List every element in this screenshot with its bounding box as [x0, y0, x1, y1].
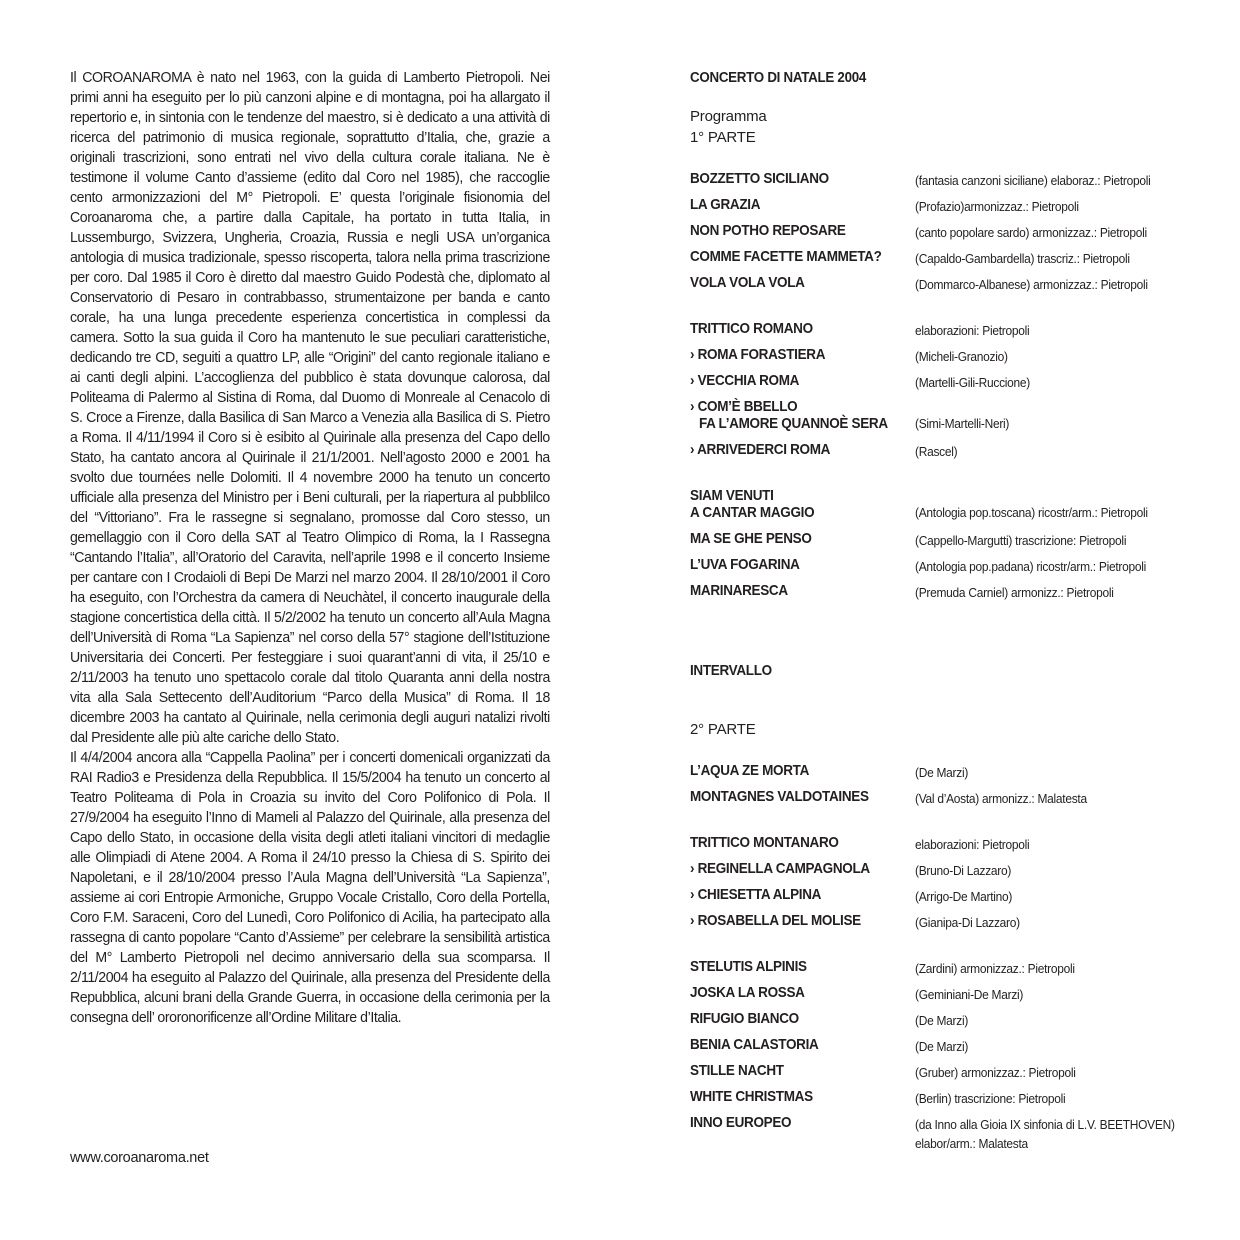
song-title: VOLA VOLA VOLA: [690, 274, 805, 291]
song-title: L’UVA FOGARINA: [690, 556, 800, 573]
song-credit: (fantasia canzoni siciliane) elaboraz.: Pietropoli: [915, 173, 1151, 188]
song-title: MA SE GHE PENSO: [690, 530, 812, 547]
intermission-label: INTERVALLO: [690, 662, 772, 679]
song-title: INNO EUROPEO: [690, 1114, 792, 1131]
song-credit: (Antologia pop.toscana) ricostr/arm.: Pietropoli: [915, 505, 1148, 520]
song-title-line-1: › COM’È BBELLO: [690, 398, 798, 415]
song-credit: (Dommarco-Albanese) armonizzaz.: Pietropoli: [915, 277, 1148, 292]
song-title: STILLE NACHT: [690, 1062, 784, 1079]
song-credit-line-2: elabor/arm.: Malatesta: [915, 1136, 1028, 1151]
song-credit: (Simi-Martelli-Neri): [915, 416, 1010, 431]
website-url[interactable]: www.coroanaroma.net: [70, 1150, 209, 1166]
song-title: › VECCHIA ROMA: [690, 372, 800, 389]
song-title: MONTAGNES VALDOTAINES: [690, 788, 869, 805]
song-title: L’AQUA ZE MORTA: [690, 762, 810, 779]
song-credit: (canto popolare sardo) armonizzaz.: Pietropoli: [915, 225, 1147, 240]
song-title: WHITE CHRISTMAS: [690, 1088, 813, 1105]
song-title: JOSKA LA ROSSA: [690, 984, 805, 1001]
song-credit: (Bruno-Di Lazzaro): [915, 863, 1012, 878]
song-credit: (Profazio)armonizzaz.: Pietropoli: [915, 199, 1079, 214]
song-credit: (Rascel): [915, 444, 958, 459]
song-title: › CHIESETTA ALPINA: [690, 886, 822, 903]
song-credit: elaborazioni: Pietropoli: [915, 837, 1030, 852]
song-title: BOZZETTO SICILIANO: [690, 170, 829, 187]
song-credit: (Cappello-Margutti) trascrizione: Pietropoli: [915, 533, 1127, 548]
song-credit: (Zardini) armonizzaz.: Pietropoli: [915, 961, 1075, 976]
song-title-line-2: FA L’AMORE QUANNOÈ SERA: [699, 415, 888, 432]
song-credit: (Arrigo-De Martino): [915, 889, 1013, 904]
song-title: TRITTICO MONTANARO: [690, 834, 839, 851]
part-two-label: 2° PARTE: [690, 721, 756, 738]
song-credit: (Antologia pop.padana) ricostr/arm.: Pietropoli: [915, 559, 1147, 574]
song-title: › ROSABELLA DEL MOLISE: [690, 912, 861, 929]
song-title: MARINARESCA: [690, 582, 788, 599]
song-title: TRITTICO ROMANO: [690, 320, 813, 337]
song-title: › ARRIVEDERCI ROMA: [690, 441, 831, 458]
song-credit: (Micheli-Granozio): [915, 349, 1008, 364]
song-title: COMME FACETTE MAMMETA?: [690, 248, 882, 265]
song-credit: (De Marzi): [915, 765, 969, 780]
song-credit: (Martelli-Gili-Ruccione): [915, 375, 1030, 390]
song-credit: (Gruber) armonizzaz.: Pietropoli: [915, 1065, 1076, 1080]
concert-title: CONCERTO DI NATALE 2004: [690, 70, 867, 86]
song-credit: (Premuda Carniel) armonizz.: Pietropoli: [915, 585, 1114, 600]
song-credit: (Berlin) trascrizione: Pietropoli: [915, 1091, 1066, 1106]
song-title: RIFUGIO BIANCO: [690, 1010, 799, 1027]
song-title: STELUTIS ALPINIS: [690, 958, 807, 975]
song-credit: [915, 1115, 1175, 1153]
song-credit: (Val d’Aosta) armonizz.: Malatesta: [915, 791, 1087, 806]
song-credit: elaborazioni: Pietropoli: [915, 323, 1030, 338]
song-title-line-1: SIAM VENUTI: [690, 487, 774, 504]
song-credit: (Gianipa-Di Lazzaro): [915, 915, 1020, 930]
song-title: LA GRAZIA: [690, 196, 761, 213]
song-title-line-2: A CANTAR MAGGIO: [690, 504, 815, 521]
program-heading: Programma: [690, 108, 767, 125]
song-title: NON POTHO REPOSARE: [690, 222, 846, 239]
song-credit: (Geminiani-De Marzi): [915, 987, 1024, 1002]
coro-history-text: [70, 68, 550, 1028]
song-credit: (De Marzi): [915, 1039, 969, 1054]
song-title: BENIA CALASTORIA: [690, 1036, 819, 1053]
song-title: › ROMA FORASTIERA: [690, 346, 826, 363]
history-paragraph-1: Il COROANAROMA è nato nel 1963, con la guida di Lamberto Pietropoli. Nei primi anni ha eseguito per lo più canzoni alpine e di montagna, poi ha allargato il repertorio e, in sintonia con le tendenze del maestro, si è dedicato a una attività di ricerca del patrimonio di musica regionale, soprattutto d’Italia, che, grazie a originali trascrizioni, sono entrati nel vivo della cultura corale italiana. Ne è testimone il volume Canto d’assieme (edito dal Coro nel 1985), che raccoglie cento armonizzazioni del M° Pietropoli. E’ questa l’originale fisionomia del Coroanaroma che, a partire dalla Capitale, ha portato in tutta Italia, in Lussemburgo, Svizzera, Ungheria, Croazia, Russia e negli USA un’organica antologia di musica tradizionale, spesso riscoperta, talora nella prima trascrizione per coro. Dal 1985 il Coro è diretto dal maestro Guido Podestà che, diplomato al Conservatorio di Pesaro in contrabbasso, strumentaizone per banda e canto corale, ha una lunga precedente esperienza concertistica in complessi da camera. Sotto la sua guida il Coro ha mantenuto le sue peculiari caratteristiche, dedicando tre CD, seguiti a quattro LP, alle “Origini” del canto regionale italiano e ai canti degli alpini. L’accoglienza del pubblico è stata dovunque calorosa, dal Politeama di Palermo al Sistina di Roma, dal Duomo di Monreale al Cenacolo di S. Croce a Firenze, dalla Basilica di San Marco a Venezia alla Basilica di S. Pietro a Roma. Il 4/11/1994 il Coro si è esibito al Quirinale alla presenza del Capo dello Stato, ha cantato ancora al Quirinale il 21/1/2001. Nell’agosto 2000 e 2001 ha svolto due tournées nelle Dolomiti. Il 4 novembre 2000 ha tenuto un concerto ufficiale alla presenza del Ministro per i Beni culturali, per la riapertura al pubblilco del “Vittoriano”. Fra le rassegne si segnalano, promosse dal Coro stesso, un gemellaggio con il Coro della SAT al Teatro Olimpico di Roma, la I Rassegna “Cantando l’Italia”, all’Oratorio del Caravita, nell’aprile 1998 e il concerto Insieme per cantare con I Crodaioli di Bepi De Marzi nel marzo 2004. Il 28/10/2001 il Coro ha eseguito, con l’Orchestra da camera di Neuchàtel, il concerto inaugurale della stagione concertistica della città. Il 5/2/2002 ha tenuto un concerto all’Aula Magna dell’Università di Roma “La Sapienza” nel corso della 57° stagione dell’Istituzione Universitaria dei Concerti. Per festeggiare i suoi quarant’anni di vita, il 25/10 e 2/11/2003 ha tenuto uno spettacolo corale dal titolo Quaranta anni della nostra vita alla Sala Settecento dell’Auditorium “Parco della Musica” di Roma. Il 18 dicembre 2003 ha cantato al Quirinale, nella cerimonia degli auguri natalizi rivolti dal Presidente alle più alte cariche dello Stato.: [70, 69, 550, 746]
history-paragraph-2: Il 4/4/2004 ancora alla “Cappella Paolina” per i concerti domenicali organizzati da RAI Radio3 e Presidenza della Repubblica. Il 15/5/2004 ha tenuto un concerto al Teatro Politeama di Pola in Croazia su invito del Coro Polifonico di Pola. Il 27/9/2004 ha eseguito l’Inno di Mameli al Palazzo del Quirinale, alla presenza del Capo dello Stato, in occasione della visita degli atleti italiani vincitori di medaglie alle Olimpiadi di Atene 2004. A Roma il 24/10 presso la Chiesa di S. Spirito dei Napoletani, e il 28/10/2004 presso l’Aula Magna dell’Università “La Sapienza”, assieme ai cori Entropie Armoniche, Gruppo Vocale Cristallo, Coro della Portella, Coro F.M. Saraceni, Coro del Lunedì, Coro Polifonico di Acilia, ha partecipato alla rassegna di canto popolare “Canto d’Assieme” per celebrare la sensibilità artistica del M° Lamberto Pietropoli nel decimo anniversario della sua scomparsa. Il 2/11/2004 ha eseguito al Palazzo del Quirinale, alla presenza del Presidente della Repubblica, alcuni brani della Grande Guerra, in occasione della cerimonia per la consegna dell’ ororonorificenze all’Ordine Militare d’Italia.: [70, 749, 550, 1026]
part-one-label: 1° PARTE: [690, 129, 756, 146]
song-title: [690, 487, 814, 521]
song-credit: (Capaldo-Gambardella) trascriz.: Pietropoli: [915, 251, 1130, 266]
song-title: [690, 398, 888, 432]
song-credit-line-1: (da Inno alla Gioia IX sinfonia di L.V. BEETHOVEN): [915, 1117, 1175, 1132]
song-credit: (De Marzi): [915, 1013, 969, 1028]
song-title: › REGINELLA CAMPAGNOLA: [690, 860, 870, 877]
